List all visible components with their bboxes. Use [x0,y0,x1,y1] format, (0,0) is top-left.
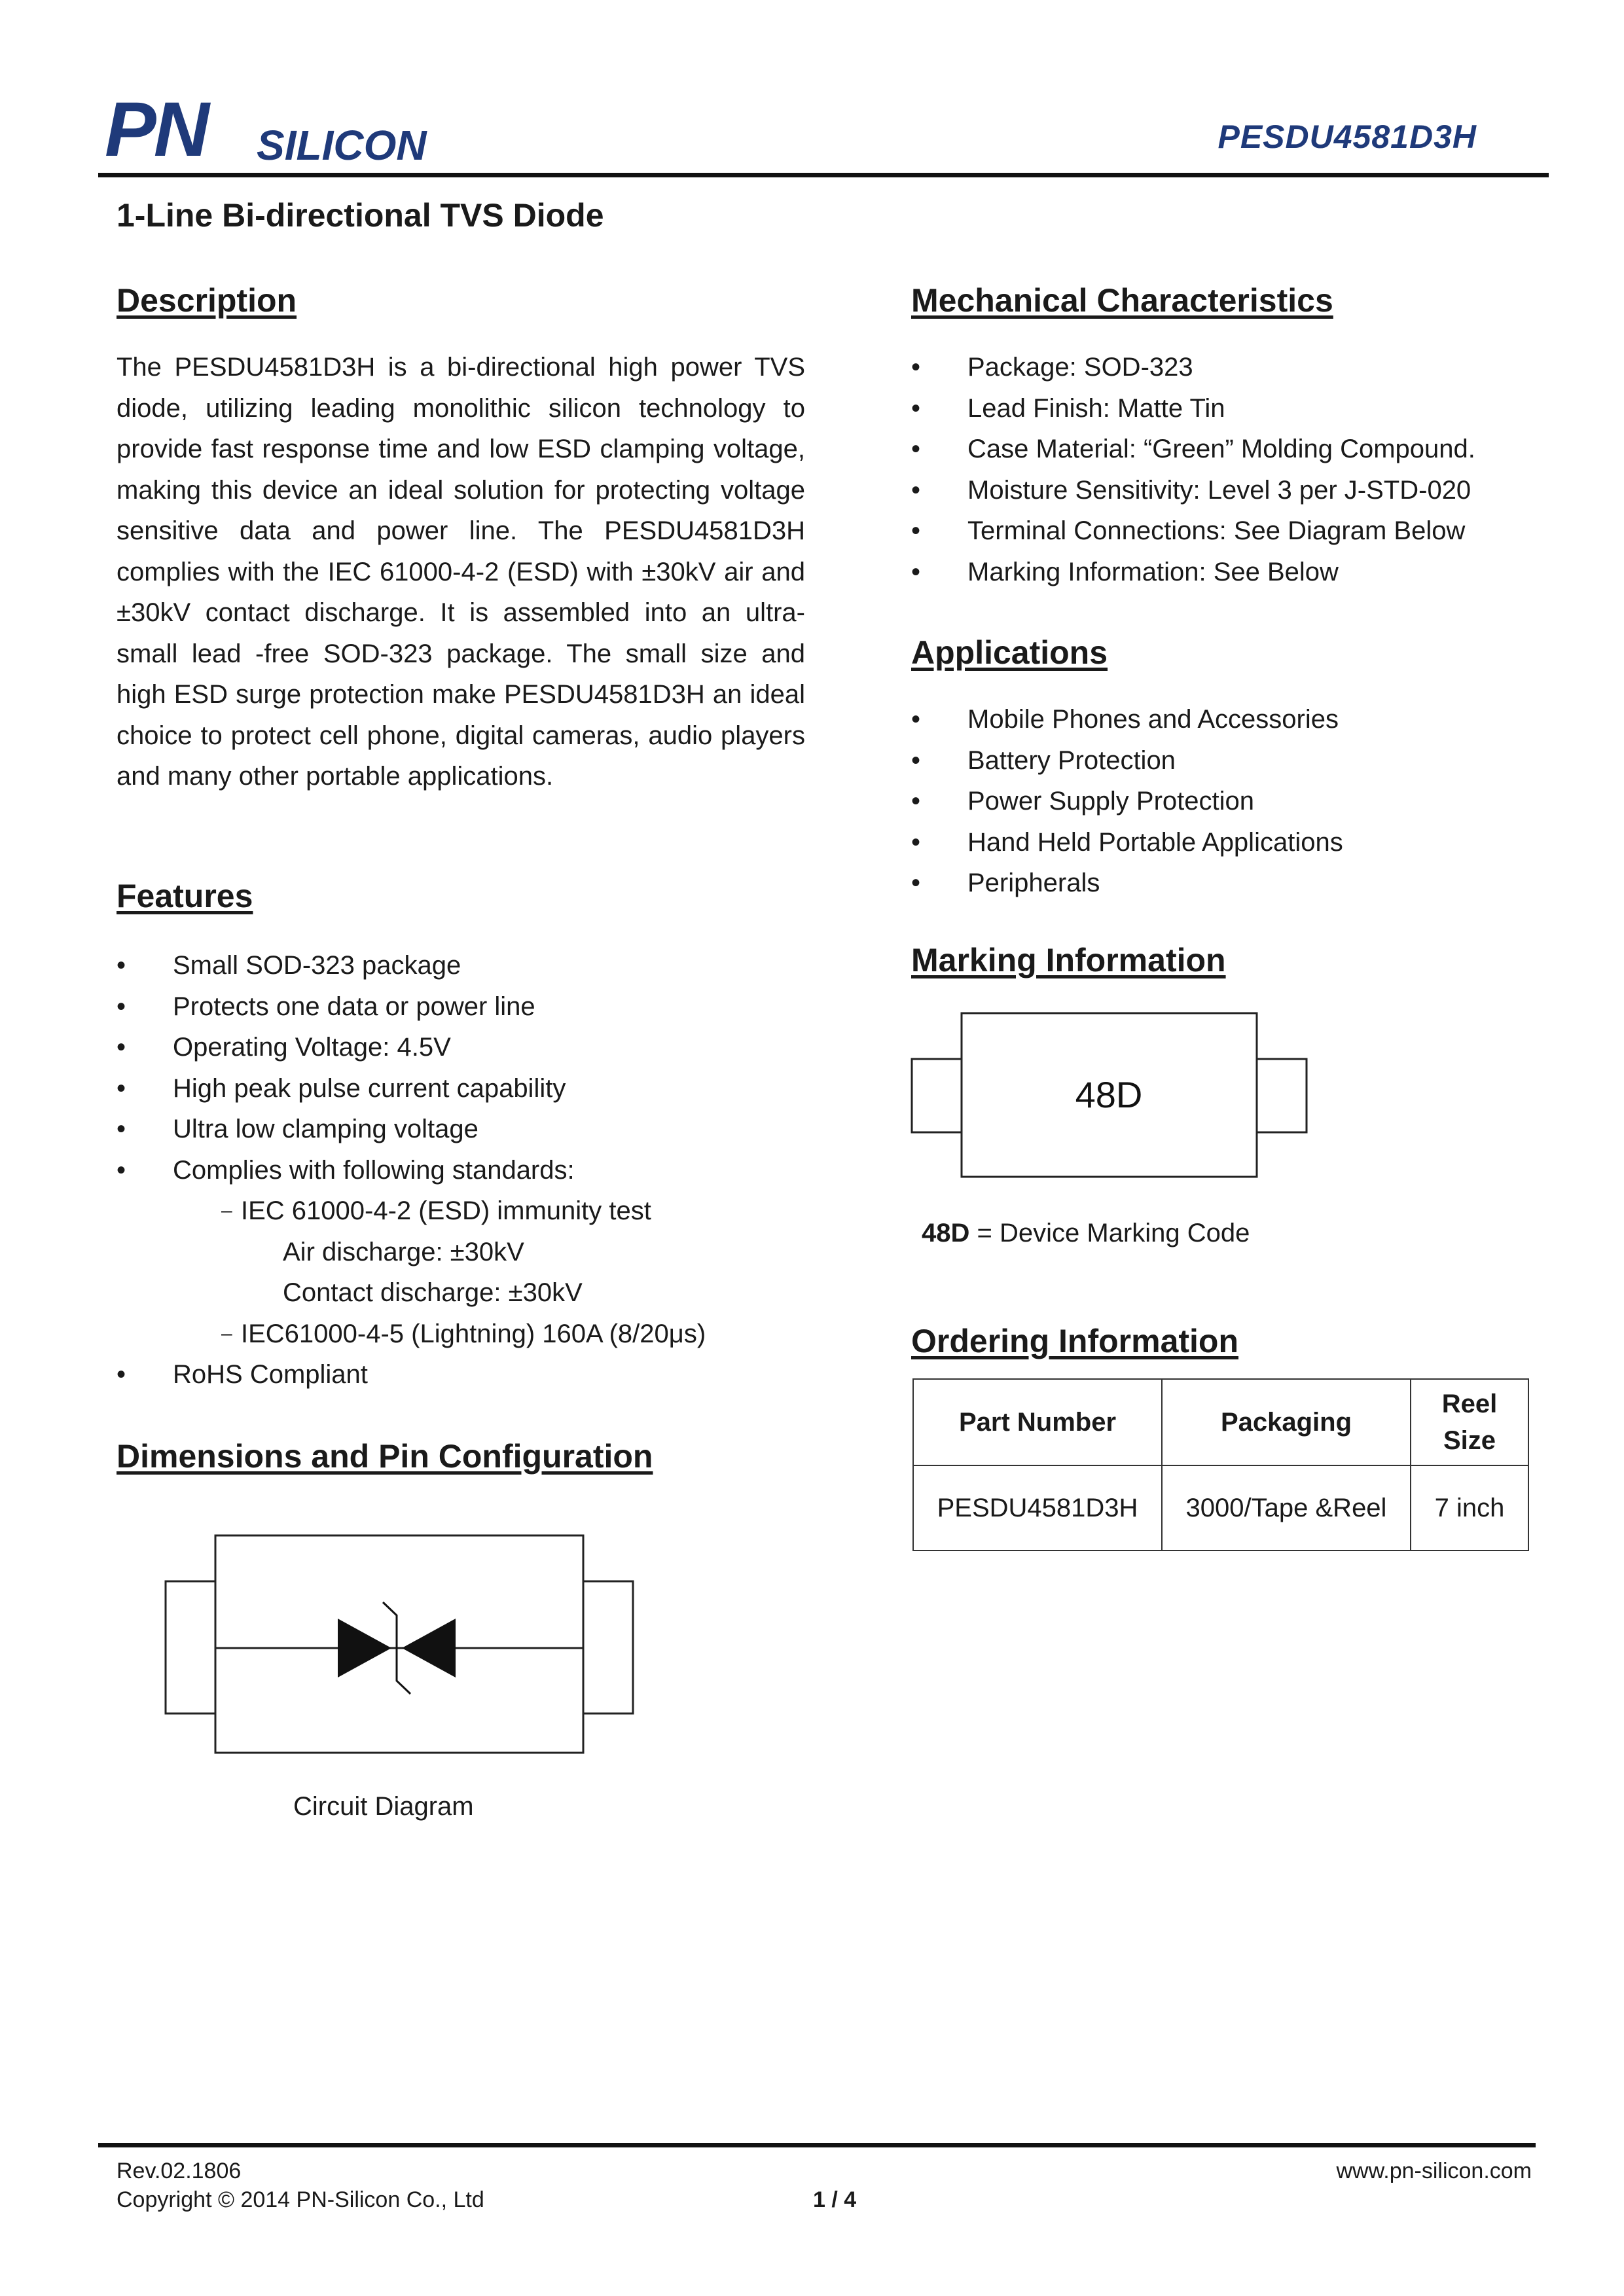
description-text [117,347,805,797]
left-terminal [166,1581,215,1713]
website-link[interactable]: www.pn-silicon.com [1336,2159,1532,2183]
description-heading: Description [117,282,297,319]
list-item: • Protects one data or power line [117,992,535,1021]
revision-text: Rev.02.1806 [117,2159,242,2183]
list-item: • Terminal Connections: See Diagram Below [911,516,1466,545]
list-item: • Power Supply Protection [911,787,1255,816]
marking-code: 48D [1075,1074,1143,1115]
list-item: • Marking Information: See Below [911,557,1339,586]
footer-rule [98,2143,1536,2147]
table-header-row [913,1379,1528,1465]
ordering-heading: Ordering Information [911,1323,1238,1359]
document-title: 1-Line Bi-directional TVS Diode [117,197,604,234]
list-item: • Mobile Phones and Accessories [911,705,1339,734]
circuit-diagram-caption: Circuit Diagram [293,1792,474,1821]
marking-right-terminal [1257,1059,1307,1132]
applications-list [911,699,1343,904]
marking-legend [922,1219,1250,1248]
logo-pn-text: PN [105,92,207,170]
list-item: • Package: SOD-323 [911,353,1193,382]
description-paragraph: The PESDU4581D3H is a bi-directional high power TVS diode, utilizing leading monolithic silicon technology to provide fast response time and low ESD clamping voltage, making this device an ideal solution for protecting voltage sensitive data and power line. The PESDU4581D3H complies with the IEC 61000-4-2 (ESD) with ±30kV air and ±30kV contact discharge. It is assembled into an ultra-small lead -free SOD-323 package. The small size and high ESD surge protection make PESDU4581D3H an ideal choice to protect cell phone, digital cameras, audio players and many other portable applications. [117,353,805,791]
list-subitem: – IEC 61000-4-2 (ESD) immunity test [221,1196,651,1225]
table-row [913,1465,1528,1551]
logo-silicon-text: SILICON [257,122,427,169]
list-item: • Moisture Sensitivity: Level 3 per J-STD-020 [911,475,1471,505]
list-subitem: Contact discharge: ±30kV [283,1278,583,1307]
right-terminal [583,1581,633,1713]
column-header: Packaging [1162,1379,1411,1465]
list-item: • Complies with following standards: [117,1155,575,1185]
table-cell: PESDU4581D3H [913,1465,1162,1551]
document-code: PESDU4581D3H [1218,118,1477,155]
list-item: • High peak pulse current capability [117,1073,566,1103]
list-item: • Operating Voltage: 4.5V [117,1033,451,1062]
mechanical-list [911,347,1475,592]
list-item: • Small SOD-323 package [117,951,461,980]
list-item: • Peripherals [911,869,1100,897]
tvs-diode-symbol [338,1602,456,1694]
company-logo [105,92,471,170]
mechanical-heading: Mechanical Characteristics [911,282,1333,319]
list-item: • Case Material: “Green” Molding Compound. [911,435,1475,463]
marking-diagram [910,1011,1316,1181]
list-item: • RoHS Compliant [117,1360,368,1389]
list-item: • Hand Held Portable Applications [911,827,1343,857]
package-body [215,1535,583,1753]
column-header: Part Number [913,1379,1162,1465]
applications-heading: Applications [911,634,1108,671]
copyright-text: Copyright © 2014 PN-Silicon Co., Ltd [117,2187,484,2212]
marking-left-terminal [912,1059,962,1132]
dimensions-heading: Dimensions and Pin Configuration [117,1438,653,1475]
marking-legend-code: 48D [922,1219,970,1247]
marking-heading: Marking Information [911,942,1226,978]
header-rule [98,173,1549,177]
table-cell: 3000/Tape &Reel [1162,1465,1411,1551]
page-number: 1 / 4 [813,2187,857,2212]
features-heading: Features [117,878,253,914]
features-list [117,945,706,1395]
list-item: • Ultra low clamping voltage [117,1115,478,1143]
ordering-table [912,1378,1529,1551]
circuit-diagram [157,1525,641,1767]
marking-legend-text: = Device Marking Code [977,1219,1250,1247]
list-subitem: Air discharge: ±30kV [283,1237,524,1266]
list-subitem: – IEC61000-4-5 (Lightning) 160A (8/20μs) [221,1319,706,1348]
list-item: • Lead Finish: Matte Tin [911,393,1225,423]
list-item: • Battery Protection [911,745,1176,775]
table-cell: 7 inch [1411,1465,1528,1551]
column-header: Reel Size [1411,1379,1528,1465]
